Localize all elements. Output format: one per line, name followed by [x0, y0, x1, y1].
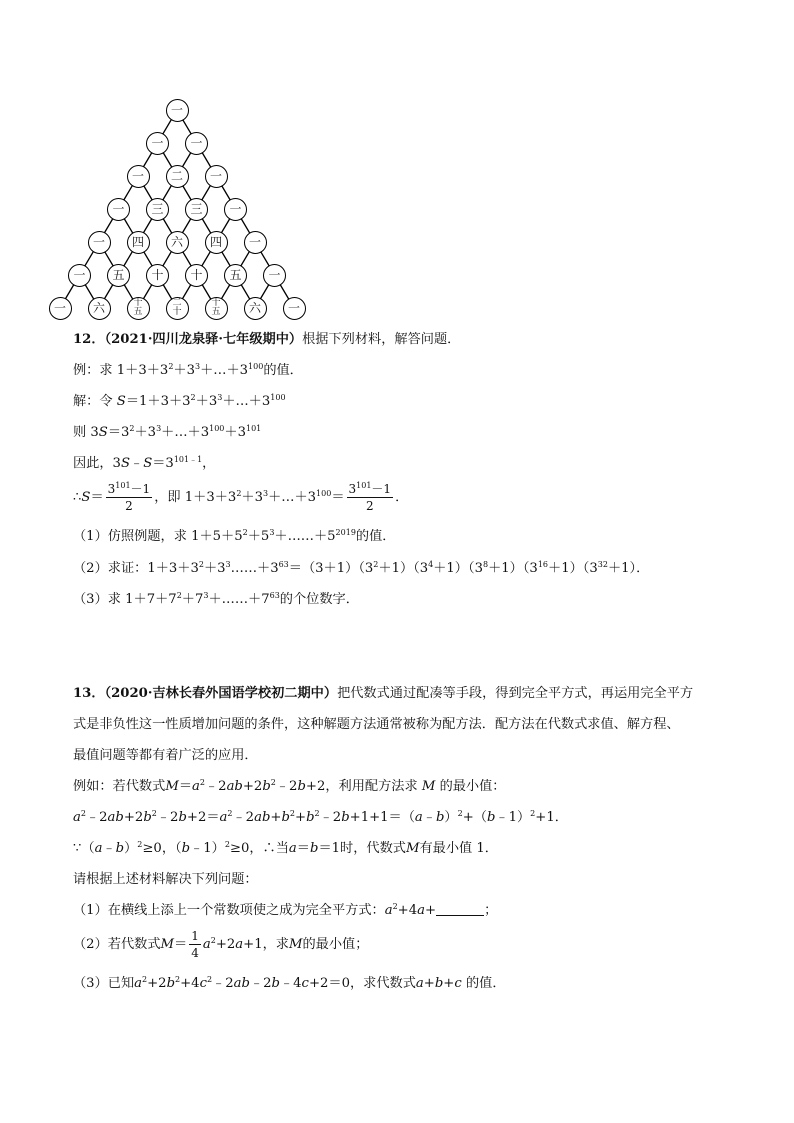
answer-blank[interactable] — [436, 903, 484, 916]
q12-header — [73, 332, 460, 348]
triangle-node: 一 — [224, 198, 247, 221]
q13-part3: （3）已知$a^2+2b^2+4c^2﹣2ab﹣2b﹣4c+2=0$，求代数式a+b+c 的值． — [73, 975, 506, 991]
q13-part2: （2）若代数式M＝ $\frac{1}{4}$ $a^2+2a+1$，求M的最小值； — [73, 929, 369, 960]
q13-intro-line3: 最值问题等都有着广泛的应用． — [73, 748, 258, 763]
q12-solution-line3: 因此，$3S﹣S=3^{101﹣1}$， — [73, 455, 216, 471]
triangle-node: 六 — [88, 297, 111, 320]
q12-solution-line2: 则 $3S=3^2+3^3+\dots+3^{100}+3^{101}$ — [73, 424, 262, 440]
q13-header: 13．（2020·吉林长春外国语学校初二期中）把代数式通过配凑等手段，得到完全平方式，再运用完全平方 — [73, 686, 694, 701]
triangle-node: 三 — [146, 198, 169, 221]
q13-number: 13． — [73, 686, 105, 701]
q12-solution-line4: ∴S＝ $\frac{3^{101}-1}{2}$ ，即 $1+3+3^2+3^3+\dots+3^{100}=$ $\frac{3^{101}-1}{2}$ ． — [73, 481, 409, 513]
triangle-node: 一 — [146, 132, 169, 155]
triangle-node: 一 — [49, 297, 72, 320]
q13-prompt: 请根据上述材料解决下列问题： — [73, 872, 258, 887]
q12-intro: 根据下列材料，解答问题． — [302, 332, 461, 347]
fraction: $\frac{3^{101}-1}{2}$ — [107, 481, 151, 513]
q13-intro-line2: 式是非负性这一性质增加问题的条件，这种解题方法通常被称为配方法．配方法在代数式求值、解方程、 — [73, 717, 680, 732]
triangle-node: 一 — [107, 198, 130, 221]
triangle-node: 一 — [263, 264, 286, 287]
q12-example: 例：求 $1+3+3^2+3^3+\dots+3^{100}$的值． — [73, 362, 303, 378]
triangle-node: 二 — [166, 165, 189, 188]
triangle-node: 四 — [127, 231, 150, 254]
triangle-node: 一 — [127, 165, 150, 188]
triangle-node: 十 五 — [127, 297, 150, 320]
triangle-node: 一 — [244, 231, 267, 254]
q12-part2: （2）求证：$1+3+3^2+3^3\dots\dots+3^{63}=(3+1)(3^2+1)(3^4+1)(3^8+1)(3^{16}+1)(3^{32}+1)$． — [73, 560, 650, 576]
triangle-node: 十 — [185, 264, 208, 287]
q13-example-line3: ∵（a﹣b）$^2$≥0，（b﹣1）$^2$≥0，∴当a＝b＝1时，代数式M有最小值 1． — [73, 840, 498, 856]
q13-source: （2020·吉林长春外国语学校初二期中） — [104, 686, 338, 701]
fraction: $\frac{3^{101}-1}{2}$ — [348, 481, 392, 513]
triangle-node: 五 — [107, 264, 130, 287]
triangle-node: 六 — [244, 297, 267, 320]
q12-part1: （1）仿照例题，求 $1+5+5^2+5^3+\dots\dots+5^{2019}$的值． — [73, 528, 396, 544]
q12-source: （2021·四川龙泉驿·七年级期中） — [104, 332, 303, 347]
q13-example-line2: $a^2﹣2ab+2b^2﹣2b+2=a^2﹣2ab+b^2+b^2﹣2b+1+1=(a﹣b)^2+(b﹣1)^2+1$． — [73, 809, 568, 825]
q12-solution-line1: 解：令 $S=1+3+3^2+3^3+\dots+3^{100}$ — [73, 393, 286, 409]
q13-part1: （1）在横线上添上一个常数项使之成为完全平方式：$a^2+4a+$ ； — [73, 902, 498, 918]
triangle-node: 一 — [88, 231, 111, 254]
q12-part3: （3）求 $1+7+7^2+7^3+\dots\dots+7^{63}$的个位数字． — [73, 591, 359, 607]
q13-example-line1: 例如：若代数式$M=a^2﹣2ab+2b^2﹣2b+2$，利用配方法求 M 的最小值： — [73, 778, 506, 794]
q12-number: 12． — [73, 332, 105, 347]
pascal-triangle-figure — [0, 0, 794, 330]
triangle-node: 二 十 — [166, 297, 189, 320]
triangle-node: 六 — [166, 231, 189, 254]
triangle-node: 五 — [224, 264, 247, 287]
triangle-node: 四 — [205, 231, 228, 254]
triangle-node: 三 — [185, 198, 208, 221]
triangle-node: 十 — [146, 264, 169, 287]
triangle-node: 一 — [205, 165, 228, 188]
triangle-node: 一 — [185, 132, 208, 155]
triangle-node: 十 五 — [205, 297, 228, 320]
triangle-node: 一 — [166, 99, 189, 122]
fraction: $\frac{1}{4}$ — [191, 929, 199, 960]
triangle-node: 一 — [283, 297, 306, 320]
triangle-node: 一 — [68, 264, 91, 287]
